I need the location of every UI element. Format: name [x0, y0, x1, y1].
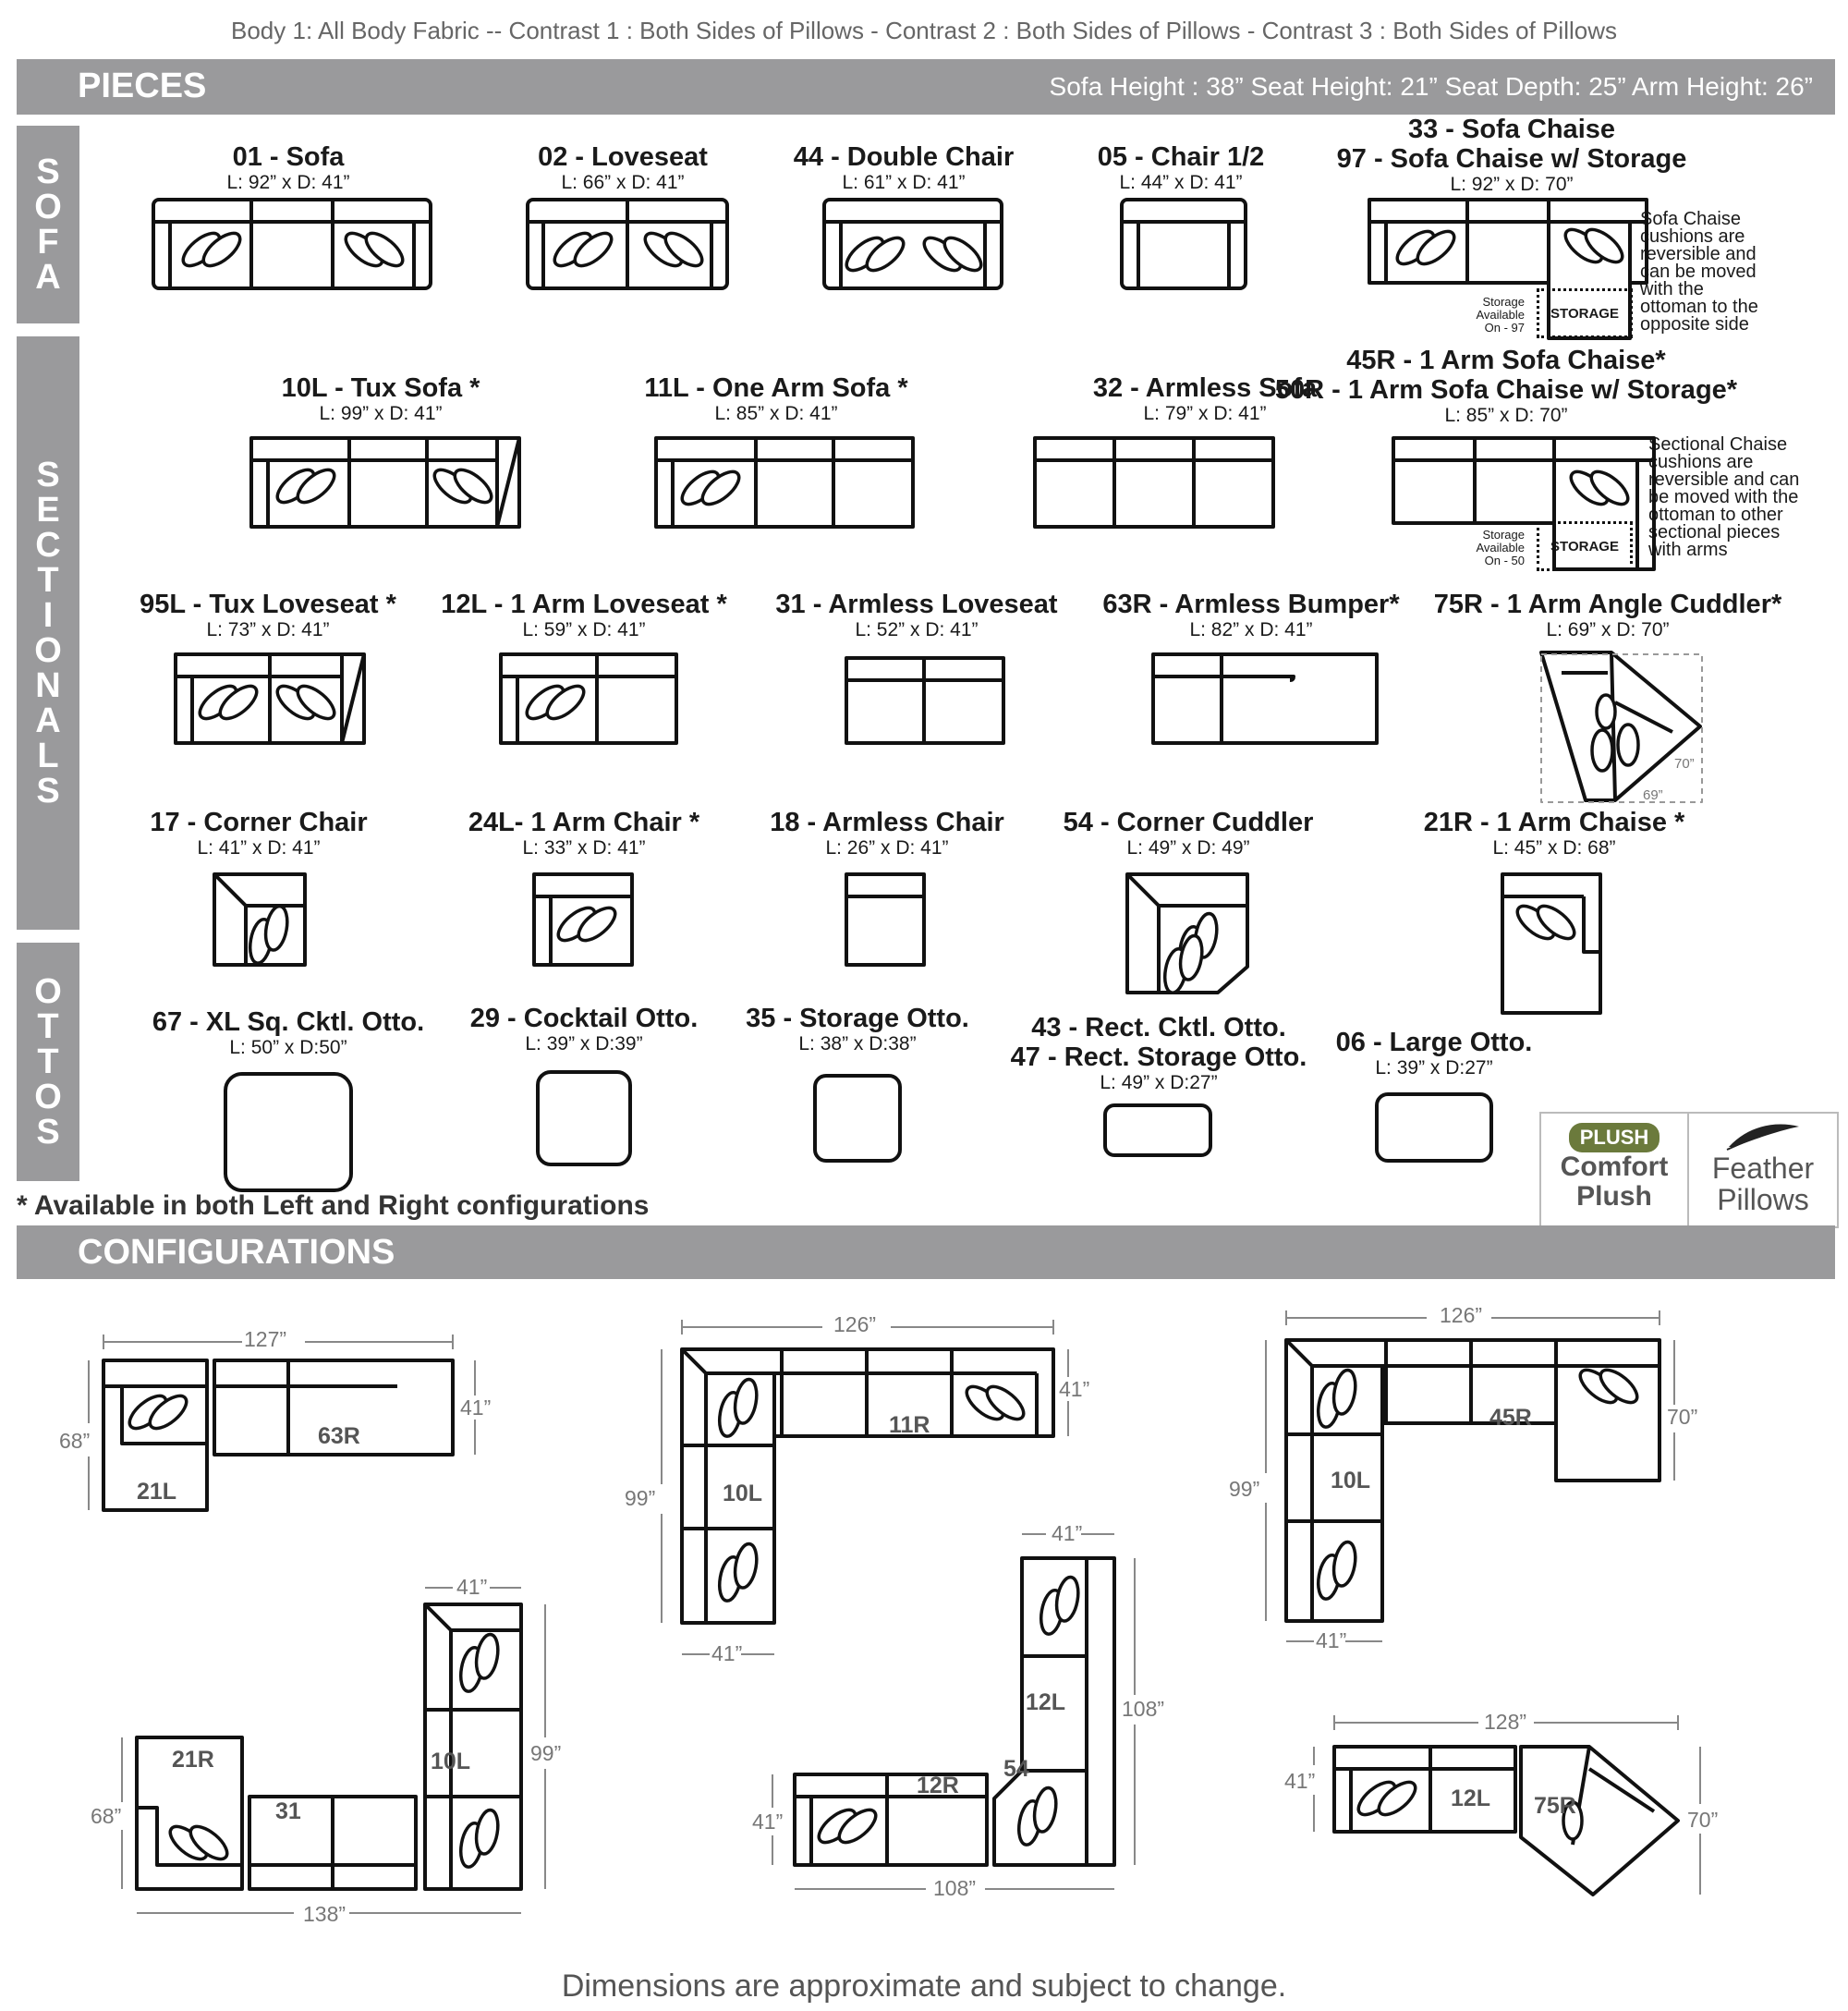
piece-title-2: 97 - Sofa Chaise w/ Storage [1336, 144, 1687, 174]
piece-title: 24L- 1 Arm Chair * [468, 808, 700, 837]
side-letter: S [36, 1113, 60, 1152]
note-line: be moved with the [1648, 487, 1799, 507]
c5-top-dim: 41” [1052, 1521, 1083, 1545]
piece-title: 95L - Tux Loveseat * [140, 590, 396, 619]
piece-title-2: 47 - Rect. Storage Otto. [1010, 1042, 1307, 1072]
piece-title: 45R - 1 Arm Sofa Chaise* [1346, 346, 1666, 375]
piece-title: 21R - 1 Arm Chaise * [1423, 808, 1685, 837]
feather-line1: Feather [1711, 1152, 1815, 1185]
side-letter: O [34, 972, 62, 1011]
piece-title: 06 - Large Otto. [1335, 1028, 1533, 1057]
drawing-31-armless-loveseat [846, 658, 1003, 743]
drawing-63r-armless-bumper [1153, 654, 1377, 743]
drawing-43-rect-otto [1105, 1105, 1210, 1155]
c3-label-10l: 10L [1331, 1468, 1371, 1493]
c4-right-dim: 99” [530, 1741, 562, 1765]
piece-dims: L: 39” x D:39” [525, 1033, 643, 1054]
c6-label-12l: 12L [1451, 1786, 1491, 1811]
note-line: ottoman to the [1640, 297, 1758, 317]
c2-right-dim: 41” [1059, 1377, 1090, 1401]
drawing-02-loveseat [528, 200, 727, 288]
side-letter: I [43, 596, 54, 635]
piece-dims: L: 99” x D: 41” [319, 403, 443, 424]
drawing-05-chair [1122, 200, 1246, 288]
c4-top-dim: 41” [456, 1575, 488, 1599]
drawing-11l-one-arm-sofa [656, 438, 913, 527]
drawing-06-large-otto [1377, 1094, 1491, 1161]
drawing-21r-one-arm-chaise [1502, 874, 1600, 1013]
c4-left-dim: 68” [91, 1804, 122, 1828]
piece-title: 75R - 1 Arm Angle Cuddler* [1433, 590, 1782, 619]
piece-dims: L: 39” x D:27” [1375, 1057, 1493, 1079]
config-5-drawing [795, 1558, 1114, 1865]
piece-dims: L: 82” x D: 41” [1189, 619, 1313, 640]
piece-title: 63R - Armless Bumper* [1102, 590, 1400, 619]
side-letter: E [36, 491, 60, 530]
pieces-specs: Sofa Height : 38” Seat Height: 21” Seat Depth: 25” Arm Height: 26” [1049, 72, 1813, 101]
note-line: Available [1476, 541, 1525, 555]
side-letter: T [37, 1042, 59, 1081]
drawing-12l-one-arm-loveseat [501, 654, 676, 743]
c5-bottom-dim: 108” [933, 1876, 977, 1900]
piece-title: 01 - Sofa [232, 142, 345, 172]
c2-bottom-dim: 41” [711, 1641, 743, 1665]
c1-right-dim: 41” [460, 1396, 492, 1420]
side-letter: S [36, 772, 60, 810]
drawing-29-cocktail-otto [538, 1072, 630, 1164]
drawing-35-storage-otto [815, 1076, 900, 1161]
piece-dims: L: 85” x D: 70” [1444, 405, 1568, 426]
note-line: ottoman to other [1648, 505, 1783, 525]
piece-title: 11L - One Arm Sofa * [644, 373, 908, 403]
note-line: reversible and [1640, 244, 1757, 264]
c5-label-12r: 12R [917, 1773, 959, 1798]
side-letter: T [37, 561, 59, 600]
piece-title: 43 - Rect. Cktl. Otto. [1031, 1013, 1286, 1042]
piece-dims: L: 49” x D: 49” [1126, 837, 1250, 859]
piece-title: 44 - Double Chair [793, 142, 1015, 172]
piece-dims: L: 92” x D: 70” [1450, 174, 1574, 195]
c2-label-10l: 10L [723, 1481, 763, 1506]
side-letter: S [36, 456, 60, 494]
note-line: can be moved [1640, 262, 1757, 282]
piece-title: 02 - Loveseat [538, 142, 708, 172]
piece-dims: L: 59” x D: 41” [522, 619, 646, 640]
piece-title: 31 - Armless Loveseat [775, 590, 1058, 619]
drawing-17-corner-chair [214, 874, 309, 973]
drawing-75r-angle-cuddler [1541, 652, 1702, 802]
piece-title: 67 - XL Sq. Cktl. Otto. [152, 1007, 425, 1037]
note-line: reversible and can [1648, 469, 1800, 490]
config-6-drawing [1334, 1747, 1678, 1895]
c4-label-31: 31 [275, 1798, 301, 1824]
drawing-45r-sofa-chaise [1393, 438, 1654, 569]
side-letter: O [34, 1078, 62, 1116]
drawing-67-xl-otto [225, 1074, 351, 1190]
c4-label-21r: 21R [172, 1747, 214, 1773]
configurations-title: CONFIGURATIONS [78, 1233, 395, 1272]
piece-dims: L: 73” x D: 41” [206, 619, 330, 640]
drawing-24l-one-arm-chair [534, 874, 632, 965]
drawing-32-armless-sofa [1035, 438, 1273, 527]
piece-dims: L: 50” x D:50” [229, 1037, 347, 1058]
side-letter: O [34, 188, 62, 226]
side-letter: N [35, 666, 61, 705]
piece-title: 17 - Corner Chair [150, 808, 368, 837]
storage-box-97: STORAGE [1537, 288, 1633, 338]
note-line: with arms [1648, 540, 1728, 560]
c6-label-75r: 75R [1534, 1793, 1576, 1819]
piece-title: 12L - 1 Arm Loveseat * [441, 590, 727, 619]
cuddler-bottom-dim: 69” [1643, 787, 1663, 803]
piece-dims: L: 38” x D:38” [798, 1033, 917, 1054]
c3-left-dim: 99” [1229, 1477, 1260, 1501]
piece-dims: L: 85” x D: 41” [714, 403, 838, 424]
piece-dims: L: 92” x D: 41” [226, 172, 350, 193]
c4-label-10l: 10L [431, 1749, 471, 1774]
note-line: Storage [1482, 528, 1525, 542]
c4-bottom-dim: 138” [303, 1902, 346, 1926]
note-line: Sofa Chaise [1640, 209, 1741, 229]
piece-title: 33 - Sofa Chaise [1407, 115, 1616, 144]
c1-width-dim: 127” [244, 1327, 287, 1351]
piece-title: 35 - Storage Otto. [746, 1004, 969, 1033]
piece-title: 05 - Chair 1/2 [1097, 142, 1265, 172]
note-line: opposite side [1640, 314, 1749, 335]
piece-dims: L: 79” x D: 41” [1143, 403, 1267, 424]
dimension-lines [89, 1310, 1700, 1913]
plush-badge: PLUSH [1569, 1123, 1660, 1152]
piece-dims: L: 44” x D: 41” [1119, 172, 1243, 193]
piece-dims: L: 61” x D: 41” [842, 172, 966, 193]
side-letter: L [37, 737, 59, 775]
comfort-line1: Comfort [1560, 1152, 1669, 1182]
note-line: Sectional Chaise [1648, 434, 1788, 455]
piece-dims: L: 49” x D:27” [1100, 1072, 1218, 1093]
c3-bottom-dim: 41” [1316, 1628, 1347, 1652]
piece-dims: L: 66” x D: 41” [561, 172, 685, 193]
piece-title: 18 - Armless Chair [770, 808, 1004, 837]
c6-width-dim: 128” [1484, 1710, 1527, 1734]
piece-title: 29 - Cocktail Otto. [469, 1004, 699, 1033]
c1-label-63r: 63R [318, 1423, 360, 1449]
note-line: Available [1476, 308, 1525, 322]
c1-label-21l: 21L [137, 1479, 177, 1505]
drawing-18-armless-chair [846, 874, 924, 965]
c2-left-dim: 99” [625, 1486, 656, 1510]
storage-box-50: STORAGE [1537, 521, 1633, 571]
note-line: On - 97 [1484, 321, 1525, 335]
side-letter: A [35, 701, 61, 740]
dimensions-disclaimer: Dimensions are approximate and subject to change. [561, 1968, 1287, 2004]
fabric-description: Body 1: All Body Fabric -- Contrast 1 : Both Sides of Pillows - Contrast 2 : Both Sides of Pillows - Contrast 3 : Both Sides of Pillows [231, 17, 1617, 44]
drawing-10l-tux-sofa [251, 438, 519, 527]
side-letter: T [37, 1007, 59, 1046]
piece-dims: L: 45” x D: 68” [1492, 837, 1616, 859]
c2-width-dim: 126” [833, 1312, 877, 1336]
piece-title: 32 - Armless Sofa [1092, 373, 1318, 403]
c2-label-11r: 11R [889, 1412, 930, 1438]
c6-left-dim: 41” [1284, 1769, 1316, 1793]
c5-right-dim: 108” [1122, 1697, 1165, 1721]
note-line: cushions are [1640, 226, 1745, 247]
c5-label-54: 54 [1003, 1756, 1029, 1782]
piece-dims: L: 26” x D: 41” [825, 837, 949, 859]
drawing-44-double-chair [824, 200, 1002, 288]
drawing-33-sofa-chaise [1369, 200, 1647, 338]
note-line: sectional pieces [1648, 522, 1781, 542]
c5-left-dim: 41” [752, 1810, 784, 1834]
side-letter: A [35, 258, 61, 297]
note-line: Storage [1482, 295, 1525, 309]
feather-line2: Pillows [1717, 1183, 1809, 1216]
c5-label-12l: 12L [1026, 1689, 1066, 1715]
drawing-95l-tux-loveseat [176, 654, 364, 743]
drawing-54-corner-cuddler [1127, 874, 1247, 1003]
piece-dims: L: 33” x D: 41” [522, 837, 646, 859]
cuddler-side-dim: 70” [1674, 756, 1695, 772]
note-line: cushions are [1648, 452, 1754, 472]
note-line: On - 50 [1484, 554, 1525, 567]
comfort-line2: Plush [1576, 1181, 1652, 1212]
side-letter: S [36, 152, 60, 191]
piece-dims: L: 69” x D: 70” [1546, 619, 1670, 640]
c1-left-dim: 68” [59, 1429, 91, 1453]
piece-title: 54 - Corner Cuddler [1063, 808, 1314, 837]
side-letter: O [34, 631, 62, 670]
left-right-footnote: * Available in both Left and Right configurations [17, 1190, 650, 1221]
c3-label-45r: 45R [1489, 1405, 1532, 1431]
c3-right-dim: 70” [1667, 1405, 1698, 1429]
piece-title-2: 50R - 1 Arm Sofa Chaise w/ Storage* [1274, 375, 1738, 405]
drawing-01-sofa [153, 200, 431, 288]
note-line: with the [1640, 279, 1704, 299]
side-letter: C [35, 526, 61, 565]
c6-right-dim: 70” [1687, 1808, 1719, 1832]
c3-width-dim: 126” [1440, 1303, 1483, 1327]
pieces-title: PIECES [78, 67, 207, 105]
piece-dims: L: 52” x D: 41” [855, 619, 979, 640]
piece-title: 10L - Tux Sofa * [281, 373, 480, 403]
side-letter: F [37, 223, 59, 262]
piece-dims: L: 41” x D: 41” [197, 837, 321, 859]
